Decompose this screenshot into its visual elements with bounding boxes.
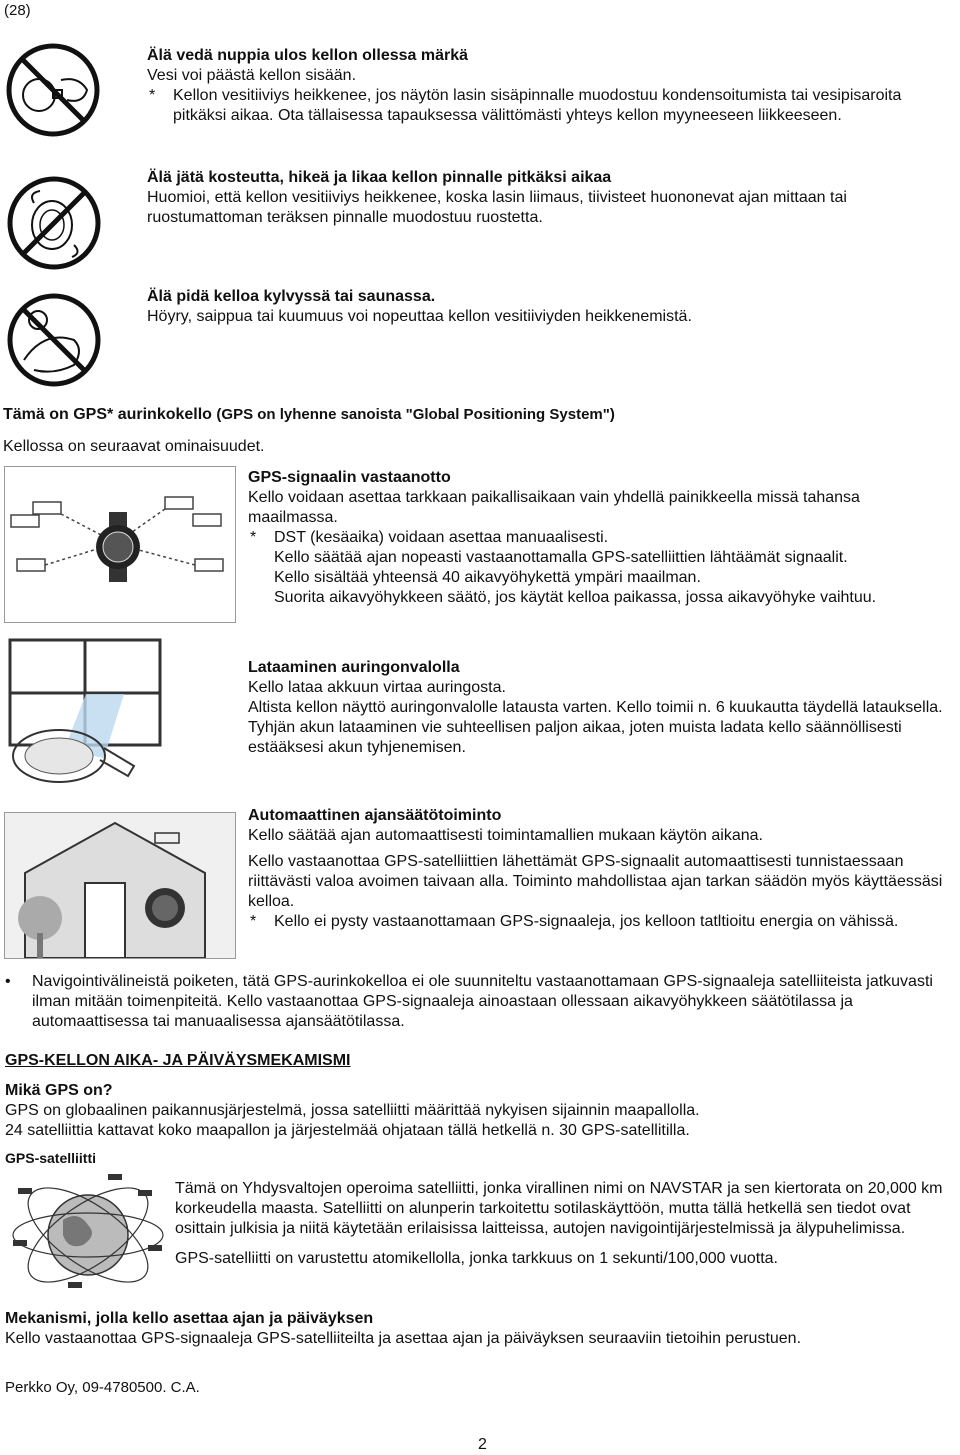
mechanism-heading: GPS-KELLON AIKA- JA PÄIVÄYSMEKAMISMI <box>5 1052 351 1069</box>
warning-text-2: Huomioi, että kellon vesitiiviys heikkenee, koska lasin liimaus, tiivisteet huononevat ajan mittaan tai ruostumattoman teräksen pinnalle muodostuu ruostetta. <box>147 189 847 226</box>
footer-contact: Perkko Oy, 09-4780500. C.A. <box>5 1379 200 1396</box>
warning-text-3: Höyry, saippua tai kuumuus voi nopeuttaa kellon vesitiiviyden heikkenemistä. <box>147 308 692 325</box>
feature-solar-line-2: Altista kellon näyttö auringonvalolle latausta varten. Kello toimii n. 6 kuukautta täydellä latauksella. <box>248 699 943 716</box>
warning-title-3: Älä pidä kelloa kylvyssä tai saunassa. <box>147 288 436 305</box>
gps-usage-bullet <box>5 972 955 1032</box>
what-gps-line-1: GPS on globaalinen paikannusjärjestelmä, jossa satelliitti määrittää nykyisen sijainnin maapallolla. <box>5 1102 700 1119</box>
feature-solar-line-3: Tyhjän akun lataaminen vie suhteellisen paljon aikaa, joten muista ladata kello säännöllisesti estääksesi akun tyhjenemisen. <box>248 719 902 756</box>
feature-reception-text: Kello voidaan asettaa tarkkaan paikallisaikaan vain yhdellä painikkeella missä tahansa maailmassa. <box>248 489 860 526</box>
satellite-label: GPS-satelliitti <box>5 1150 97 1166</box>
features-intro: Kellossa on seuraavat ominaisuudet. <box>3 438 265 455</box>
feature-solar-title: Lataaminen auringonvalolla <box>248 659 460 676</box>
warning-title-1: Älä vedä nuppia ulos kellon ollessa märkä <box>147 47 469 64</box>
feature-reception-note: * DST (kesäaika) voidaan asettaa manuaalisesti. <box>248 528 948 548</box>
feature-reception-title: GPS-signaalin vastaanotto <box>248 469 451 486</box>
solar-charging-illustration <box>4 638 234 788</box>
mechanism-title: Mekanismi, jolla kello asettaa ajan ja päiväyksen <box>5 1310 374 1327</box>
gps-usage-bullet-text: Navigointivälineistä poiketen, tätä GPS-aurinkokelloa ei ole suunniteltu vastaanottamaan GPS-signaaleja satelliiteista jatkuvasti ilman mitään toimenpiteitä. Kello vastaanottaa GPS-signaaleja ainoastaan ollessaan aikavyöhykkeen säätötilassa ja automaattisessa tai manuaalisessa ajansäätötilassa. <box>32 973 933 1030</box>
auto-time-adjust-illustration <box>4 812 236 959</box>
feature-auto-line-1: Kello säätää ajan automaattisesti toimintamallien mukaan käytön aikana. <box>248 827 763 844</box>
mechanism-text: Kello vastaanottaa GPS-signaaleja GPS-satelliiteilta ja asettaa ajan ja päiväyksen seuraaviin tietoihin perustuen. <box>5 1330 802 1347</box>
no-bath-sauna-icon <box>4 290 104 390</box>
feature-auto-title: Automaattinen ajansäätötoiminto <box>248 807 502 824</box>
gps-reception-illustration <box>4 466 236 623</box>
feature-reception-line-2: Kello sisältää yhteensä 40 aikavyöhykettä ympäri maailman. <box>274 569 701 586</box>
gps-satellite-globe-illustration <box>8 1170 168 1300</box>
feature-reception-line-1: Kello säätää ajan nopeasti vastaanottamalla GPS-satelliittien lähtäämät signaalit. <box>274 549 848 566</box>
gps-heading-main: Tämä on GPS* aurinkokello <box>3 406 212 423</box>
no-pull-crown-icon <box>3 40 103 140</box>
gps-heading <box>3 406 615 424</box>
feature-solar-line-1: Kello lataa akkuun virtaa auringosta. <box>248 679 506 696</box>
gps-heading-sub: (GPS on lyhenne sanoista "Global Positioning System") <box>216 406 615 423</box>
page-tag: (28) <box>4 2 31 19</box>
what-gps-line-2: 24 satelliittia kattavat koko maapallon ja järjestelmää ohjataan tällä hetkellä n. 30 GPS-satellitilla. <box>5 1122 690 1139</box>
warning-title-2: Älä jätä kosteutta, hikeä ja likaa kellon pinnalle pitkäksi aikaa <box>147 169 612 186</box>
warning-note-1: * Kellon vesitiiviys heikkenee, jos näytön lasin sisäpinnalle muodostuu kondensoitumista tai vesipisaroita pitkäksi aikaa. Ota tällaisessa tapauksessa välittömästi yhteys kellon myyneeseen liikkeeseen. <box>147 86 947 126</box>
bullet-dot-icon: • <box>5 973 11 990</box>
what-gps-title: Mikä GPS on? <box>5 1082 113 1099</box>
satellite-text-2: GPS-satelliitti on varustettu atomikellolla, jonka tarkkuus on 1 sekunti/100,000 vuotta. <box>175 1250 778 1267</box>
satellite-text-1: Tämä on Yhdysvaltojen operoima satelliitti, jonka virallinen nimi on NAVSTAR ja sen kiertorata on 20,000 km korkeudella maasta. Satelliitti on alunperin tarkoitettu sotilaskäyttöön, mutta tällä hetkellä sen tiedot ovat osittain julkisia ja niitä käytetään erilaisissa laitteissa, autojen navigointijärjestelmissä ja älypuhelimissa. <box>175 1180 943 1237</box>
warning-text-1: Vesi voi päästä kellon sisään. <box>147 67 357 84</box>
feature-auto-line-2: Kello vastaanottaa GPS-satelliittien lähettämät GPS-signaalit automaattisesti tunnistaessaan riittävästi valoa avoimen taivaan alla. Toiminto mahdollistaa ajan tarkan säädön myös käyttäessäsi kelloa. <box>248 853 943 910</box>
feature-reception-line-3: Suorita aikavyöhykkeen säätö, jos käytät kelloa paikassa, jossa aikavyöhyke vaihtuu. <box>274 589 877 606</box>
page-number: 2 <box>478 1436 487 1453</box>
feature-auto-note: * Kello ei pysty vastaanottamaan GPS-signaaleja, jos kelloon tatltioitu energia on vähissä. <box>248 912 948 932</box>
no-moisture-icon <box>4 173 104 273</box>
